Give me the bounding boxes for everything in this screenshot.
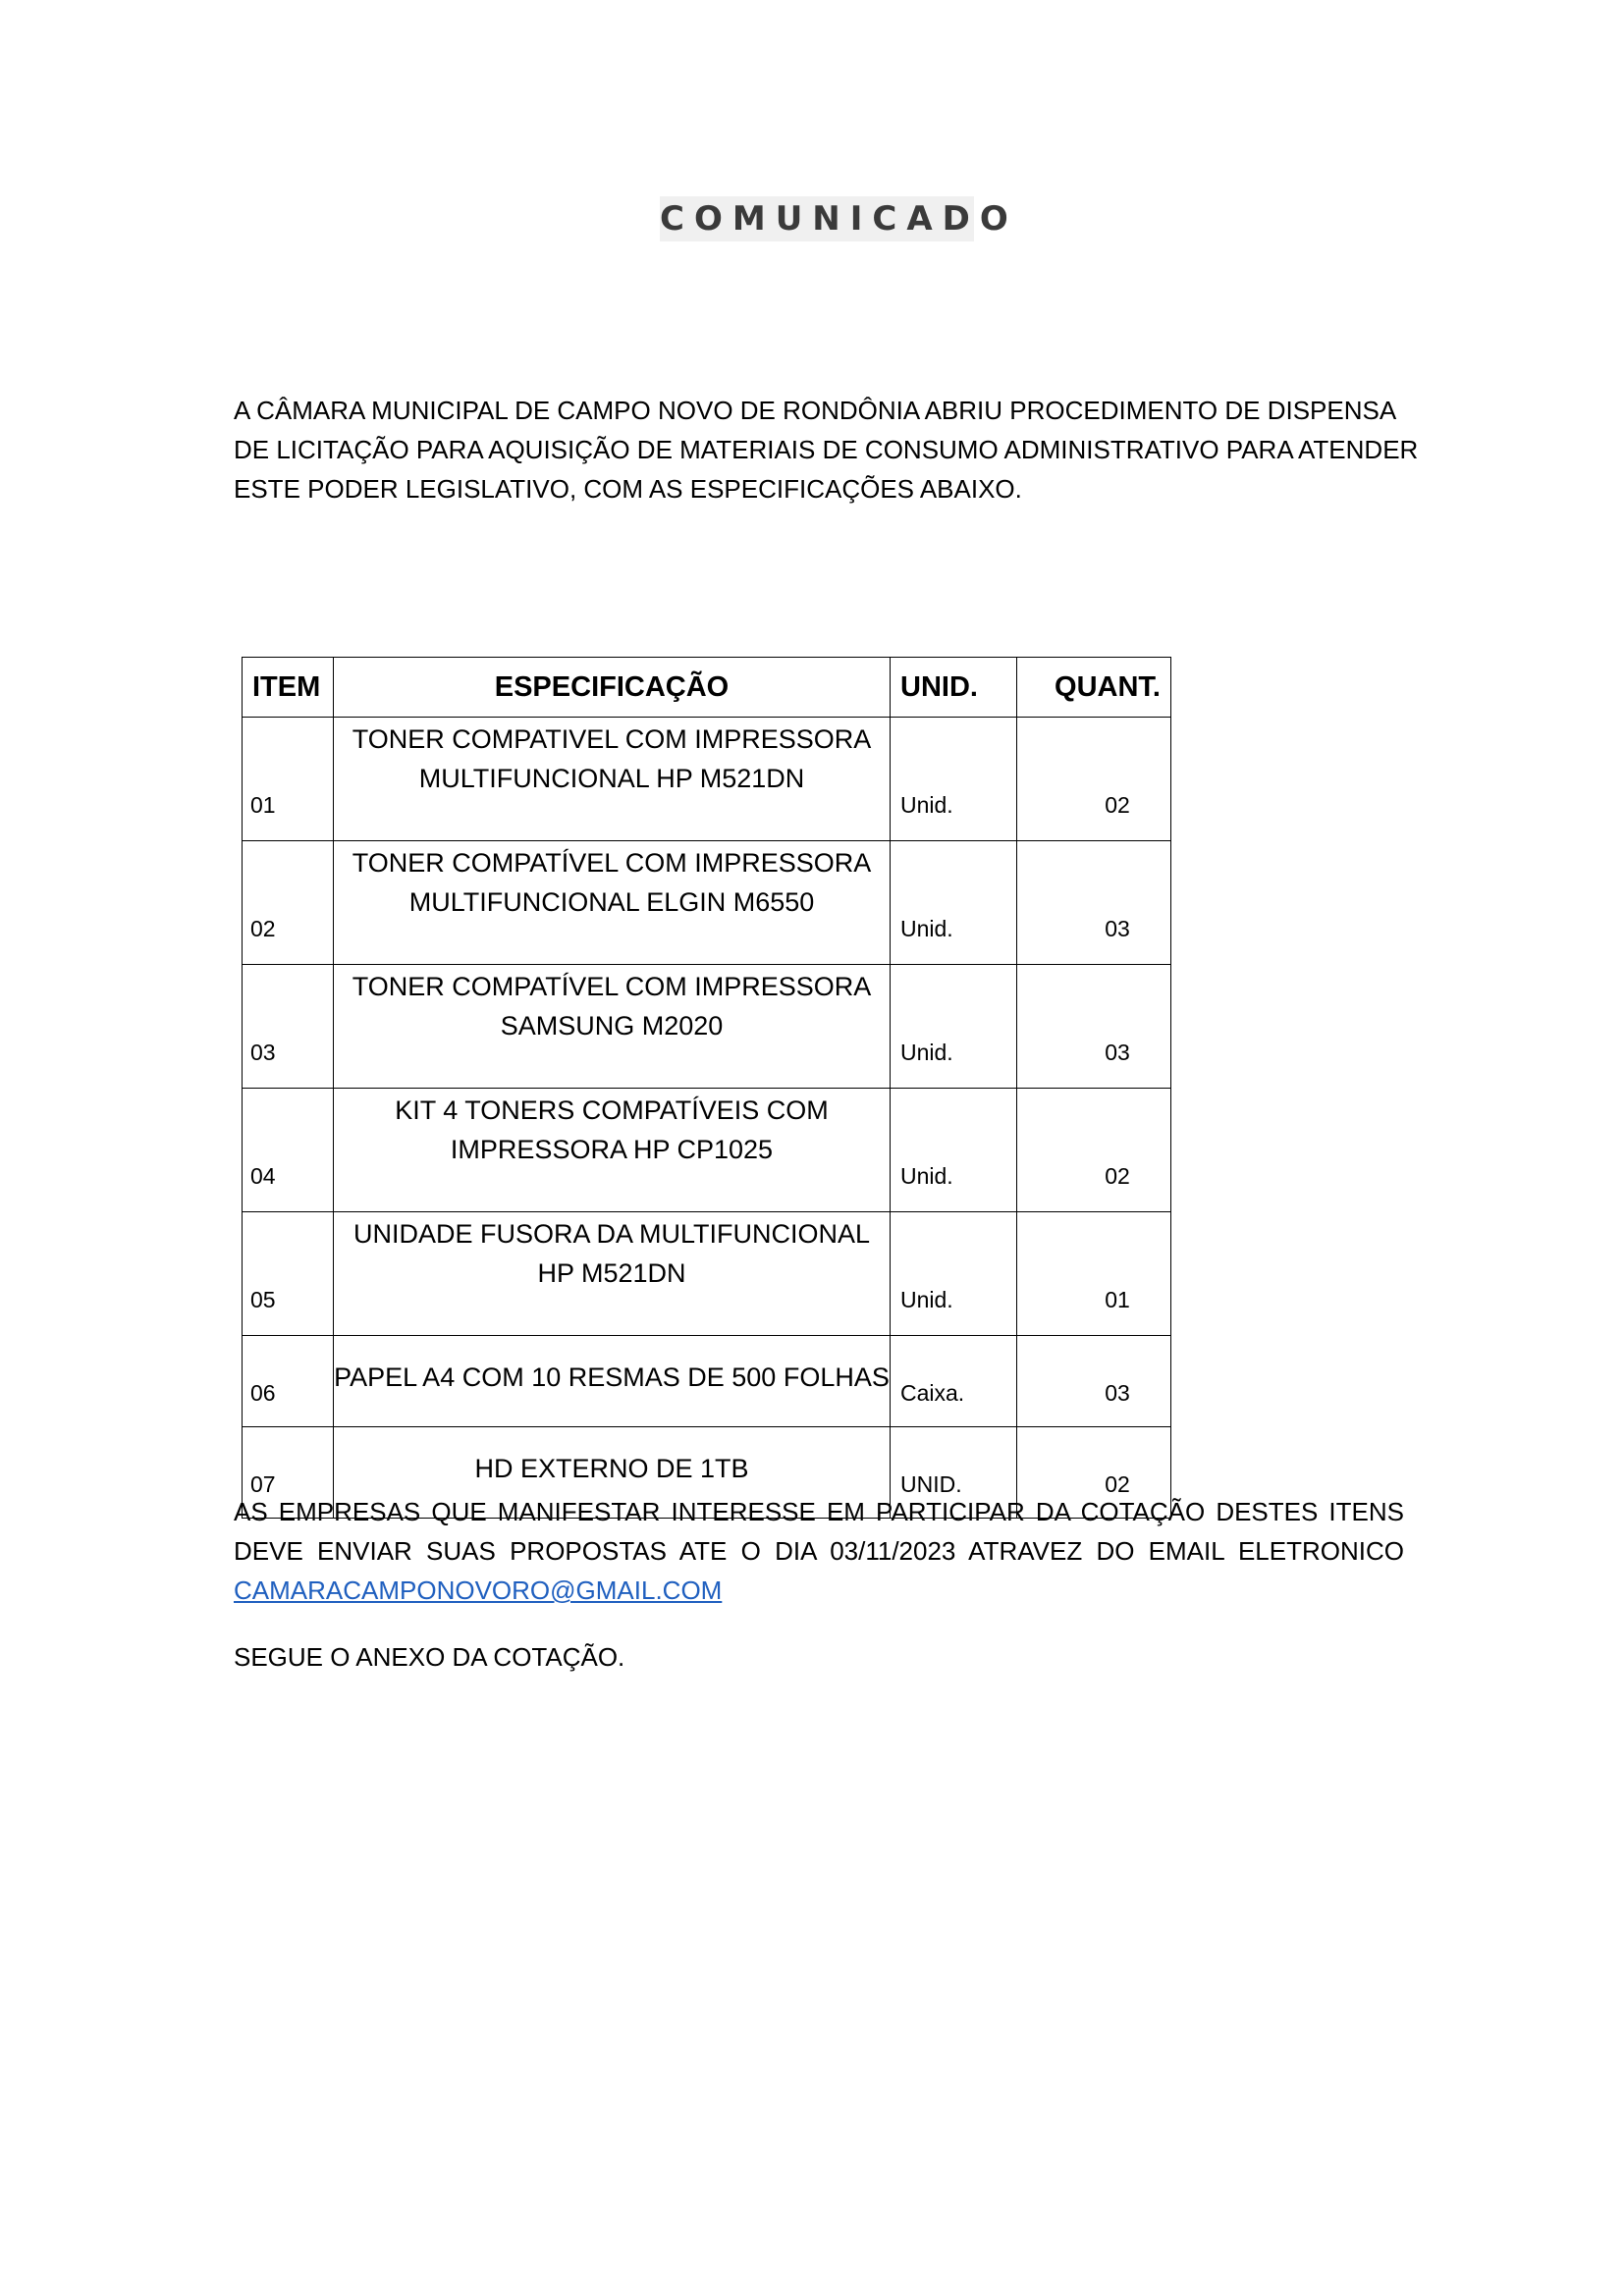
table-row xyxy=(243,1212,1171,1336)
cell-unid: Unid. xyxy=(891,718,1017,841)
spec-line-1: TONER COMPATÍVEL COM IMPRESSORA xyxy=(352,972,872,1001)
header-unid: UNID. xyxy=(891,658,1017,718)
cell-item: 03 xyxy=(243,965,334,1089)
cell-spec xyxy=(334,1212,891,1336)
cell-item: 05 xyxy=(243,1212,334,1336)
spec-line-2: MULTIFUNCIONAL HP M521DN xyxy=(418,764,805,793)
spec-line-1: HD EXTERNO DE 1TB xyxy=(474,1454,749,1483)
cell-item: 06 xyxy=(243,1336,334,1427)
cell-unid: UNID. xyxy=(891,1427,1017,1519)
email-link[interactable]: CAMARACAMPONOVORO@GMAIL.COM xyxy=(234,1575,723,1605)
table-row xyxy=(243,841,1171,965)
cell-quant: 03 xyxy=(1017,1336,1171,1427)
cell-item: 02 xyxy=(243,841,334,965)
header-item: ITEM xyxy=(243,658,334,718)
closing-paragraph xyxy=(234,1492,1404,1610)
table-row xyxy=(243,1336,1171,1427)
spec-line-2: SAMSUNG M2020 xyxy=(500,1011,724,1041)
cell-unid: Caixa. xyxy=(891,1336,1017,1427)
cell-quant: 02 xyxy=(1017,1427,1171,1519)
spec-line-1: TONER COMPATIVEL COM IMPRESSORA xyxy=(352,724,872,754)
cell-spec xyxy=(334,1336,891,1427)
table-header-row xyxy=(243,658,1171,718)
page-title: COMUNICADO xyxy=(660,196,974,241)
cell-quant: 03 xyxy=(1017,965,1171,1089)
cell-quant: 03 xyxy=(1017,841,1171,965)
cell-unid: Unid. xyxy=(891,841,1017,965)
cell-spec xyxy=(334,841,891,965)
spec-line-2: HP M521DN xyxy=(537,1258,686,1288)
cell-item: 01 xyxy=(243,718,334,841)
spec-line-2: MULTIFUNCIONAL ELGIN M6550 xyxy=(408,887,815,917)
spec-line-1: TONER COMPATÍVEL COM IMPRESSORA xyxy=(352,848,872,878)
cell-unid: Unid. xyxy=(891,965,1017,1089)
cell-spec xyxy=(334,718,891,841)
cell-quant: 02 xyxy=(1017,1089,1171,1212)
annex-note: SEGUE O ANEXO DA COTAÇÃO. xyxy=(234,1642,625,1672)
spec-line-1: KIT 4 TONERS COMPATÍVEIS COM xyxy=(395,1095,829,1125)
closing-text: AS EMPRESAS QUE MANIFESTAR INTERESSE EM PARTICIPAR DA COTAÇÃO DESTES ITENS DEVE ENVIAR SUAS PROPOSTAS ATE O DIA 03/11/2023 ATRAVEZ DO EMAIL ELETRONICO xyxy=(234,1497,1404,1566)
cell-quant: 02 xyxy=(1017,718,1171,841)
spec-line-1: UNIDADE FUSORA DA MULTIFUNCIONAL xyxy=(352,1219,871,1249)
table-row xyxy=(243,1089,1171,1212)
header-quant: QUANT. xyxy=(1017,658,1171,718)
table-row xyxy=(243,965,1171,1089)
cell-item: 07 xyxy=(243,1427,334,1519)
cell-spec xyxy=(334,1089,891,1212)
cell-unid: Unid. xyxy=(891,1212,1017,1336)
spec-line-1: PAPEL A4 COM 10 RESMAS DE 500 FOLHAS xyxy=(334,1362,890,1392)
spec-line-2: IMPRESSORA HP CP1025 xyxy=(450,1135,774,1164)
cell-unid: Unid. xyxy=(891,1089,1017,1212)
table-row xyxy=(243,718,1171,841)
header-spec: ESPECIFICAÇÃO xyxy=(334,658,891,718)
intro-paragraph: A CÂMARA MUNICIPAL DE CAMPO NOVO DE RONDÔNIA ABRIU PROCEDIMENTO DE DISPENSA DE LICITAÇÃO PARA AQUISIÇÃO DE MATERIAIS DE CONSUMO ADMINISTRATIVO PARA ATENDER ESTE PODER LEGISLATIVO, COM AS ESPECIFICAÇÕES ABAIXO. xyxy=(234,396,1419,504)
items-table xyxy=(242,657,1171,1519)
cell-quant: 01 xyxy=(1017,1212,1171,1336)
cell-item: 04 xyxy=(243,1089,334,1212)
cell-spec xyxy=(334,965,891,1089)
